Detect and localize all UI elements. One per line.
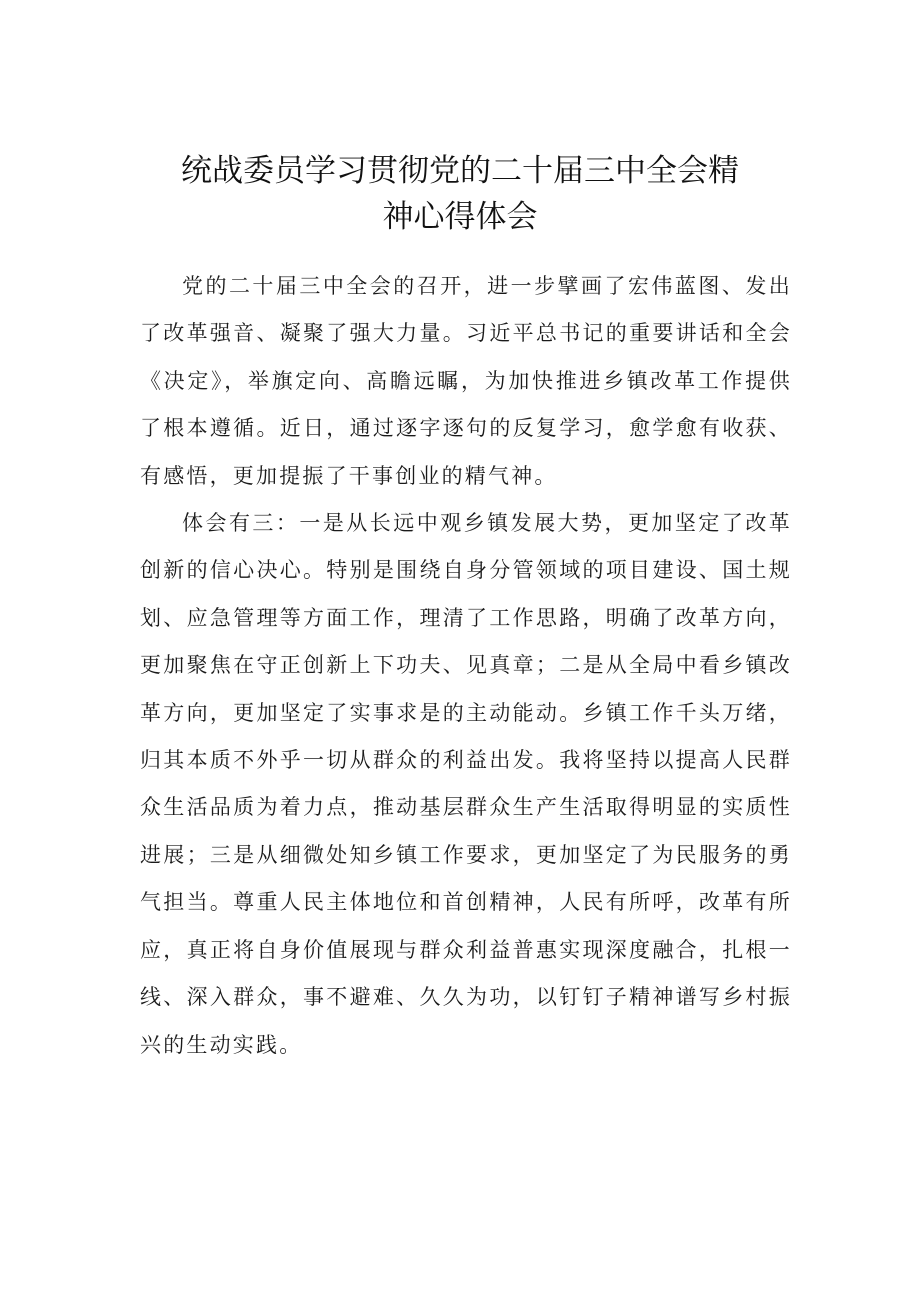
- document-title: [140, 148, 780, 240]
- paragraph-1: 党的二十届三中全会的召开，进一步擘画了宏伟蓝图、发出了改革强音、凝聚了强大力量。习近平总书记的重要讲话和全会《决定》，举旗定向、高瞻远瞩，为加快推进乡镇改革工作提供了根本遵循。近日，通过逐字逐句的反复学习，愈学愈有收获、有感悟，更加提振了干事创业的精气神。: [140, 274, 792, 488]
- title-line-1: 统战委员学习贯彻党的二十届三中全会精: [181, 153, 739, 189]
- title-line-2: 神心得体会: [382, 199, 538, 235]
- paragraph-2: 体会有三：一是从长远中观乡镇发展大势，更加坚定了改革创新的信心决心。特别是围绕自身分管领域的项目建设、国土规划、应急管理等方面工作，理清了工作思路，明确了改革方向，更加聚焦在守正创新上下功夫、见真章；二是从全局中看乡镇改革方向，更加坚定了实事求是的主动能动。乡镇工作千头万绪，归其本质不外乎一切从群众的利益出发。我将坚持以提高人民群众生活品质为着力点，推动基层群众生产生活取得明显的实质性进展；三是从细微处知乡镇工作要求，更加坚定了为民服务的勇气担当。尊重人民主体地位和首创精神，人民有所呼，改革有所应，真正将自身价值展现与群众利益普惠实现深度融合，扎根一线、深入群众，事不避难、久久为功，以钉钉子精神谱写乡村振兴的生动实践。: [140, 511, 792, 1057]
- document-body: [140, 263, 792, 1069]
